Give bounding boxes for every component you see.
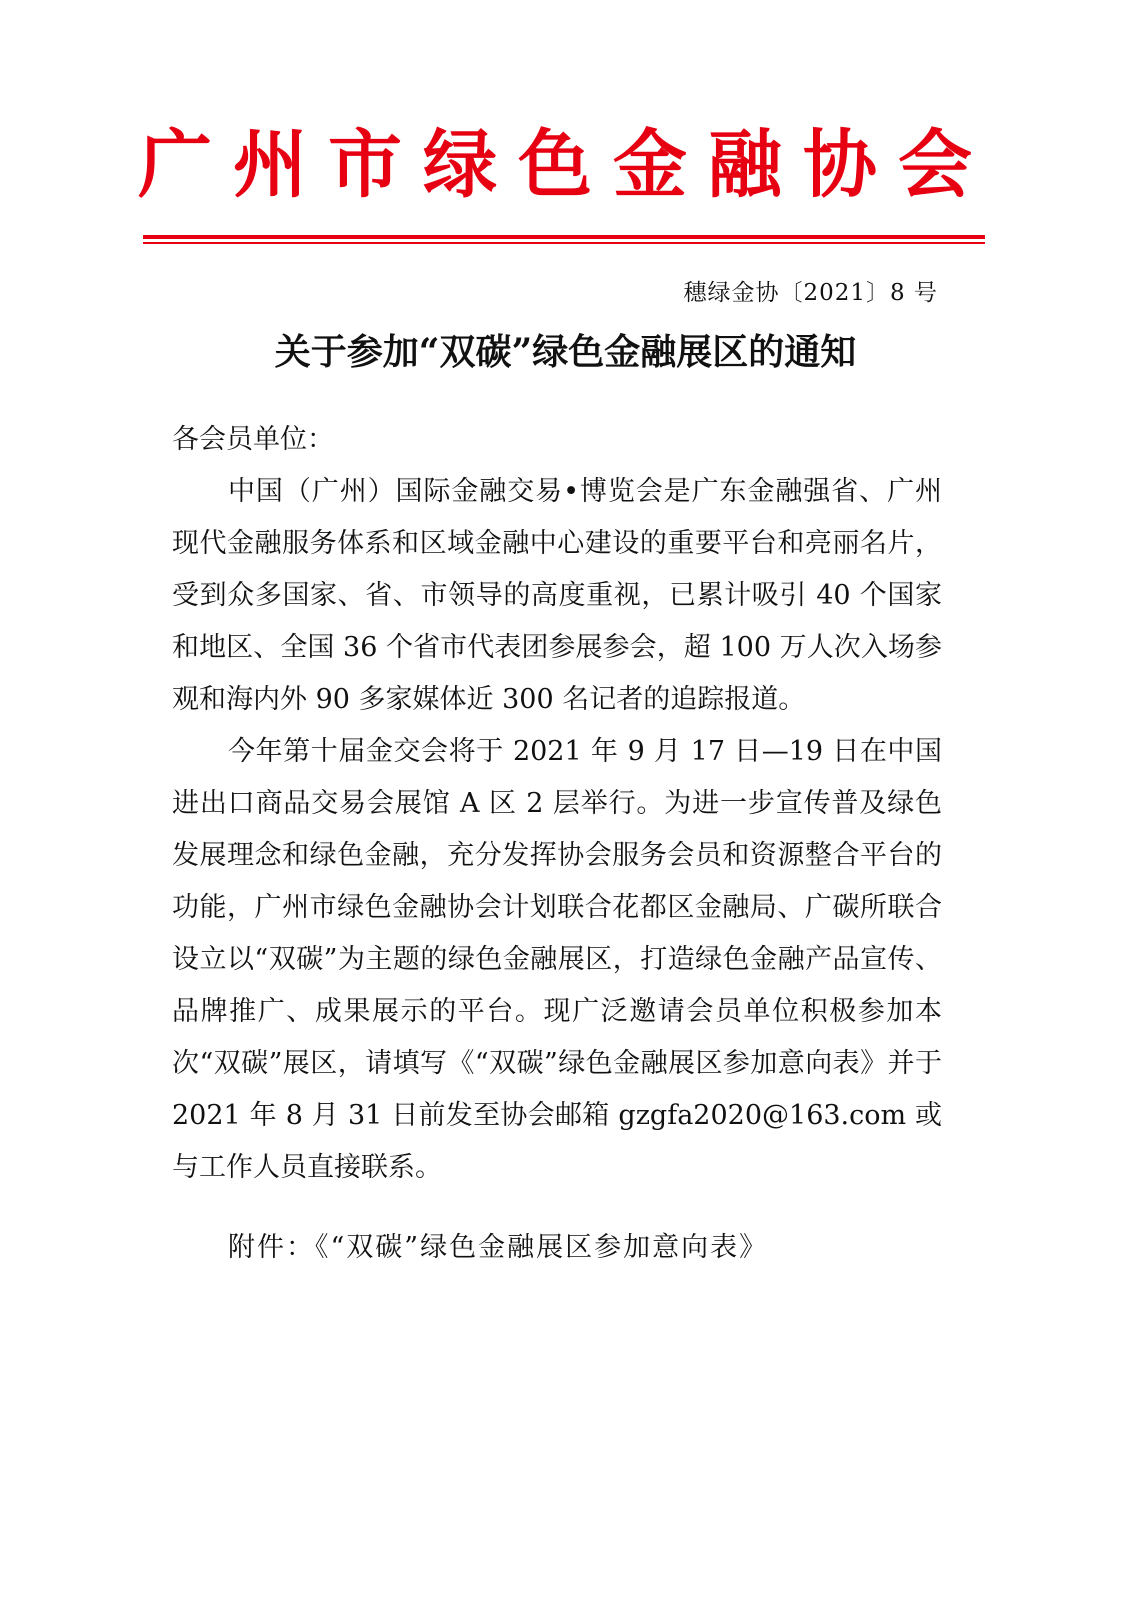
body-paragraph-1: 中国（广州）国际金融交易•博览会是广东金融强省、广州现代金融服务体系和区域金融中心建设的重要平台和亮丽名片，受到众多国家、省、市领导的高度重视，已累计吸引 40 个国家和地区、全国 36 个省市代表团参展参会，超 100 万人次入场参观和海内外 90 多家媒体近 300 名记者的追踪报道。 xyxy=(172,476,942,715)
salutation: 各会员单位： xyxy=(172,424,334,455)
attachment-line: 附件：《“双碳”绿色金融展区参加意向表》 xyxy=(228,1232,769,1263)
body-paragraph-2: 今年第十届金交会将于 2021 年 9 月 17 日—19 日在中国进出口商品交易会展馆 A 区 2 层举行。为进一步宣传普及绿色发展理念和绿色金融，充分发挥协会服务会员和资源整合平台的功能，广州市绿色金融协会计划联合花都区金融局、广碳所联合设立以“双碳”为主题的绿色金融展区，打造绿色金融产品宣传、品牌推广、成果展示的平台。现广泛邀请会员单位积极参加本次“双碳”展区，请填写《“双碳”绿色金融展区参加意向表》并于 2021 年 8 月 31 日前发至协会邮箱 gzgfa2020@163.com 或与工作人员直接联系。 xyxy=(172,736,942,1183)
letterhead-rule-thin xyxy=(143,242,985,244)
document-body xyxy=(172,414,942,1274)
letterhead-rule-thick xyxy=(143,235,985,239)
letterhead-org-name: 广州市绿色金融协会 xyxy=(138,122,993,208)
document-number: 穗绿金协〔2021〕8 号 xyxy=(683,280,938,306)
document-title: 关于参加“双碳”绿色金融展区的通知 xyxy=(274,331,857,373)
